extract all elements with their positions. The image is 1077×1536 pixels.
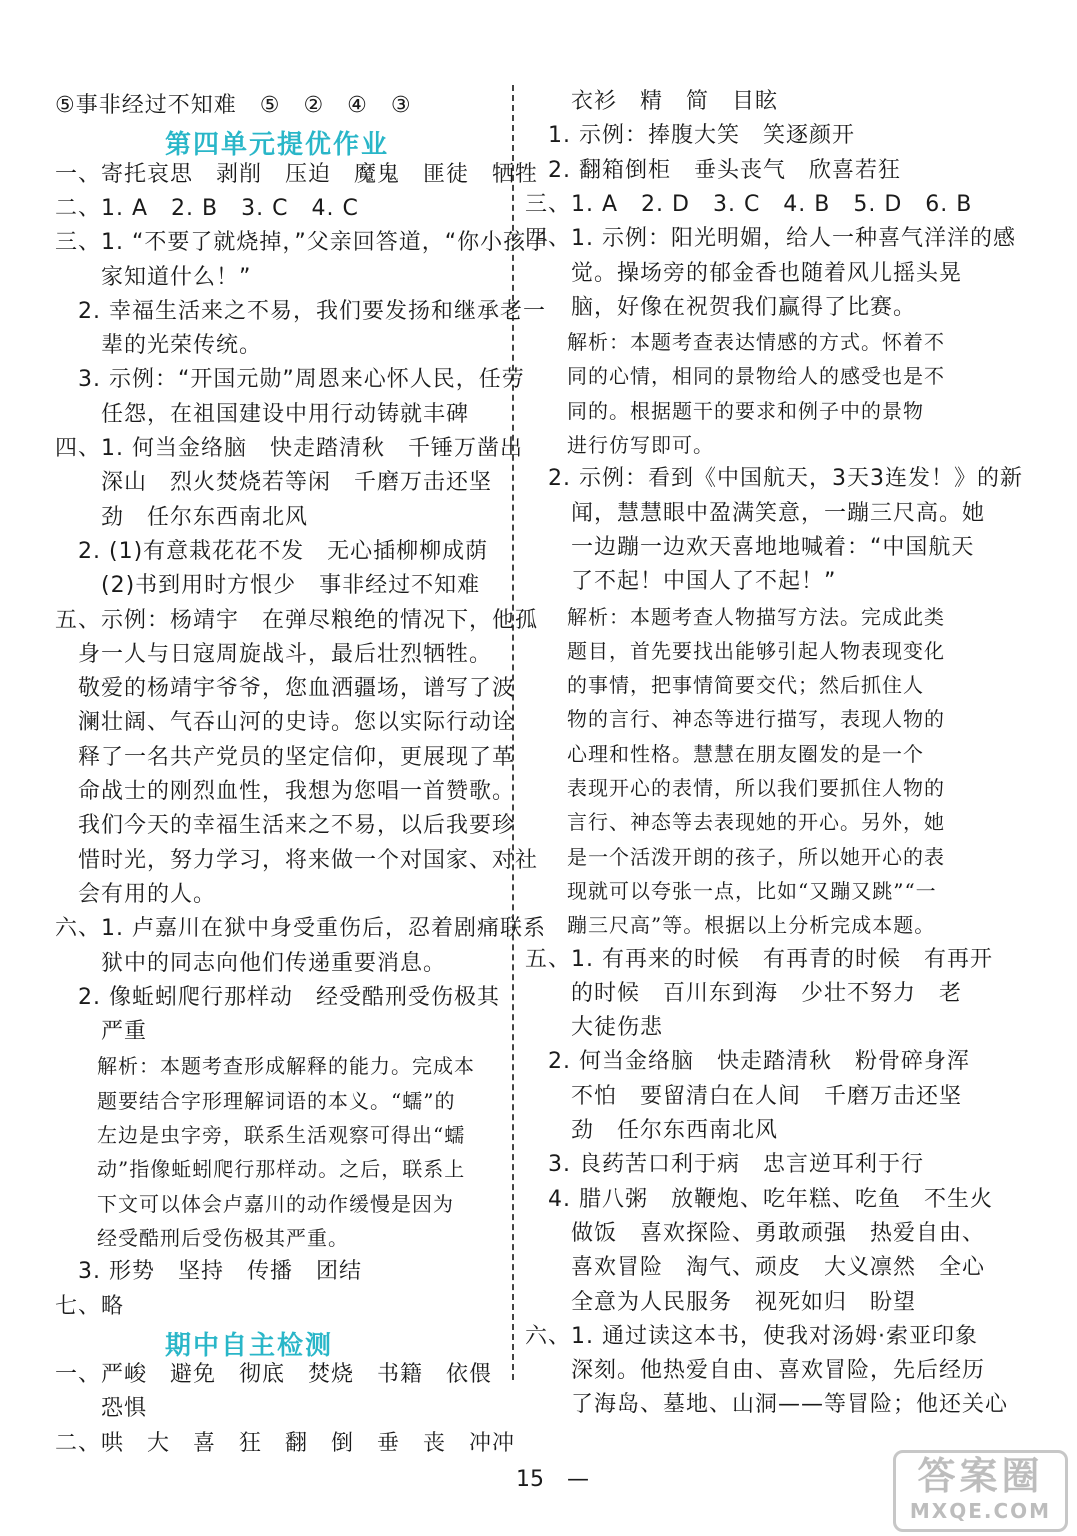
answer-line: 3. 形势 坚持 传播 团结 — [55, 1259, 362, 1285]
analysis-line: 言行、神态等去表现她的开心。另外，她 — [525, 810, 945, 835]
answer-line: 一、严峻 避免 彻底 焚烧 书籍 依偎 — [55, 1362, 493, 1388]
answer-line: 的时候 百川东到海 少壮不努力 老 — [525, 980, 963, 1006]
analysis-line: 左边是虫字旁，联系生活观察可得出“蠕 — [55, 1123, 466, 1147]
analysis-line: 表现开心的表情，所以我们要抓住人物的 — [525, 776, 945, 800]
section-title: 第四单元提优作业 — [165, 130, 390, 161]
answer-line: 1. 示例：捧腹大笑 笑逐颜开 — [525, 123, 855, 149]
answer-line: 劲 任尔东西南北风 — [55, 504, 309, 530]
answer-line: 了海岛、墓地、山洞——等冒险；他还关心 — [525, 1392, 1009, 1418]
answer-line: 大徒伤悲 — [525, 1015, 664, 1041]
answer-line: 身一人与日寇周旋战斗，最后壮烈牺牲。 — [55, 641, 493, 667]
answer-line: 严重 — [55, 1019, 148, 1045]
answer-line: 五、示例：杨靖宇 在弹尽粮绝的情况下，他孤 — [55, 607, 539, 633]
answer-line: 4. 腊八粥 放鞭炮、吃年糕、吃鱼 不生火 — [525, 1186, 993, 1212]
page-number — [516, 1467, 589, 1492]
answer-line: 释了一名共产党员的坚定信仰，更展现了革 — [55, 744, 516, 770]
analysis-line: 解析：本题考查人物描写方法。完成此类 — [525, 604, 945, 629]
answer-line: 喜欢冒险 淘气、顽皮 大义凛然 全心 — [525, 1255, 986, 1281]
answer-line: 劲 任尔东西南北风 — [525, 1118, 779, 1143]
answer-line: 了不起！中国人了不起！” — [525, 569, 837, 595]
answer-line: 一、寄托哀思 剥削 压迫 魔鬼 匪徒 牺牲 — [55, 161, 539, 187]
answer-line: 三、1. A 2. D 3. C 4. B 5. D 6. B — [525, 191, 973, 217]
answer-line: (2)书到用时方恨少 事非经过不知难 — [55, 573, 481, 599]
analysis-line: 题要结合字形理解词语的本义。“蠕”的 — [55, 1088, 456, 1113]
answer-line: 2. 幸福生活来之不易，我们要发扬和继承老一 — [55, 298, 546, 324]
analysis-line: 经受酷刑后受伤极其严重。 — [55, 1225, 349, 1250]
answer-line: 我们今天的幸福生活来之不易，以后我要珍 — [55, 813, 516, 839]
answer-line: 3. 示例：“开国元勋”周恩来心怀人民，任劳 — [55, 367, 525, 393]
watermark-top: 答案圈 — [917, 1454, 1044, 1498]
analysis-line: 物的言行、神态等进行描写，表现人物的 — [525, 707, 945, 732]
answer-line: ⑤事非经过不知难 ⑤ ② ④ ③ — [55, 93, 412, 118]
answer-line: 脑，好像在祝贺我们赢得了比赛。 — [525, 294, 917, 320]
answer-line: 不怕 要留清白在人间 千磨万击还坚 — [525, 1083, 963, 1109]
analysis-line: 现就可以夸张一点，比如“又蹦又跳”“一 — [525, 878, 937, 903]
answer-line: 七、略 — [55, 1293, 125, 1319]
answer-line: 2. (1)有意栽花花不发 无心插柳柳成荫 — [55, 538, 489, 564]
analysis-line: 解析：本题考查形成解释的能力。完成本 — [55, 1054, 475, 1079]
analysis-line: 心理和性格。慧慧在朋友圈发的是一个 — [525, 741, 924, 766]
answer-line: 衣衫 精 简 目眩 — [525, 89, 779, 114]
answer-line: 做饭 喜欢探险、勇敢顽强 热爱自由、 — [525, 1220, 986, 1246]
answer-line: 四、1. 何当金络脑 快走踏清秋 千锤万凿出 — [55, 436, 523, 461]
analysis-line: 下文可以体会卢嘉川的动作缓慢是因为 — [55, 1191, 454, 1216]
answer-line: 恐惧 — [55, 1396, 148, 1422]
answer-line: 敬爱的杨靖宇爷爷，您血洒疆场，谱写了波 — [55, 676, 516, 702]
analysis-line: 进行仿写即可。 — [525, 433, 714, 457]
answer-line: 3. 良药苦口利于病 忠言逆耳利于行 — [525, 1152, 924, 1178]
answer-line: 一边蹦一边欢天喜地地喊着：“中国航天 — [525, 534, 975, 560]
answer-line: 全意为人民服务 视死如归 盼望 — [525, 1289, 917, 1315]
watermark-bottom: MXQE.COM — [909, 1499, 1052, 1523]
answer-line: 六、1. 通过读这本书，使我对汤姆·索亚印象 — [525, 1323, 978, 1349]
answer-line: 2. 何当金络脑 快走踏清秋 粉骨碎身浑 — [525, 1049, 970, 1075]
answer-line: 深刻。他热爱自由、喜欢冒险，先后经历 — [525, 1358, 986, 1384]
analysis-line: 解析：本题考查表达情感的方式。怀着不 — [525, 330, 945, 355]
analysis-line: 的事情，把事情简要交代；然后抓住人 — [525, 673, 924, 698]
answer-line: 命战士的刚烈血性，我想为您唱一首赞歌。 — [55, 779, 516, 804]
answer-line: 六、1. 卢嘉川在狱中身受重伤后，忍着剧痛联系 — [55, 916, 546, 942]
answer-line: 家知道什么！” — [55, 264, 252, 290]
page-number-dash: — — [567, 1467, 589, 1492]
analysis-line: 蹦三尺高”等。根据以上分析完成本题。 — [525, 913, 936, 938]
answer-line: 2. 翻箱倒柜 垂头丧气 欣喜若狂 — [525, 157, 901, 183]
analysis-line: 同的心情，相同的景物给人的感受也是不 — [525, 364, 945, 389]
section-title: 期中自主检测 — [165, 1330, 334, 1361]
answer-line: 二、哄 大 喜 狂 翻 倒 垂 丧 冲冲 — [55, 1430, 516, 1456]
analysis-line: 动”指像蚯蚓爬行那样动。之后，联系上 — [55, 1157, 466, 1182]
answer-line: 惜时光，努力学习，将来做一个对国家、对社 — [55, 847, 539, 873]
analysis-line: 题目，首先要找出能够引起人物表现变化 — [525, 638, 945, 663]
answer-line: 任怨，在祖国建设中用行动铸就丰碑 — [55, 401, 470, 427]
analysis-line: 同的。根据题干的要求和例子中的景物 — [525, 398, 924, 423]
answer-line: 2. 示例：看到《中国航天，3天3连发！》的新 — [525, 466, 1023, 492]
answer-line: 深山 烈火焚烧若等闲 千磨万击还坚 — [55, 470, 493, 496]
page-number-value: 15 — [516, 1467, 544, 1492]
answer-line: 2. 像蚯蚓爬行那样动 经受酷刑受伤极其 — [55, 984, 500, 1010]
answer-line: 狱中的同志向他们传递重要消息。 — [55, 950, 447, 976]
answer-line: 觉。操场旁的郁金香也随着风儿摇头晃 — [525, 260, 963, 286]
answer-line: 闻，慧慧眼中盈满笑意，一蹦三尺高。她 — [525, 500, 986, 526]
answer-line: 澜壮阔、气吞山河的史诗。您以实际行动诠 — [55, 710, 516, 736]
answer-line: 四、1. 示例：阳光明媚，给人一种喜气洋洋的感 — [525, 226, 1016, 252]
answer-line: 会有用的人。 — [55, 881, 217, 907]
answer-line: 二、1. A 2. B 3. C 4. C — [55, 195, 359, 221]
analysis-line: 是一个活泼开朗的孩子，所以她开心的表 — [525, 844, 945, 869]
answer-line: 三、1. “不要了就烧掉，”父亲回答道，“你小孩子 — [55, 230, 550, 256]
answer-line: 五、1. 有再来的时候 有再青的时候 有再开 — [525, 946, 993, 972]
answer-line: 辈的光荣传统。 — [55, 333, 263, 359]
watermark-logo — [893, 1450, 1068, 1532]
